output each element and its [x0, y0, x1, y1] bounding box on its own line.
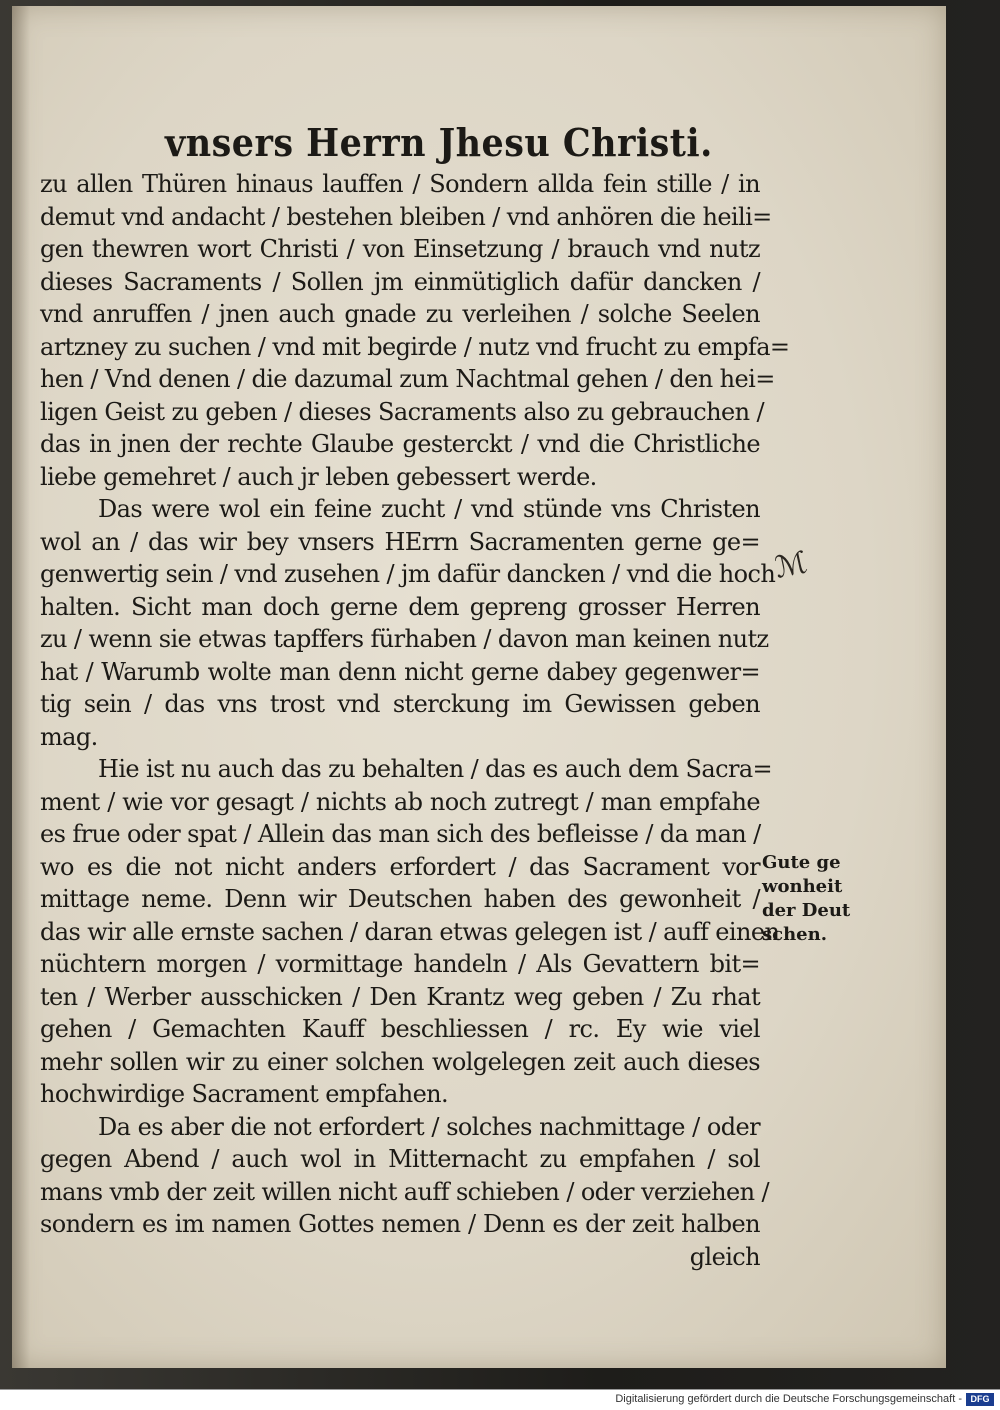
- marginal-note-line: wonheit: [762, 876, 843, 897]
- text-line: mans vmb der zeit willen nicht auff schieben / oder verziehen /: [40, 1177, 769, 1206]
- text-line: artzney zu suchen / vnd mit begirde / nutz vnd frucht zu empfa=: [40, 332, 790, 361]
- text-line: zu / wenn sie etwas tapffers fürhaben / davon man keinen nutz: [40, 625, 769, 653]
- catchword: gleich: [689, 1242, 760, 1271]
- signature-mark: ℳ: [771, 545, 811, 586]
- text-line: dieses Sacraments / Sollen jm einmütiglich dafür dancken /: [40, 267, 760, 296]
- text-line: ligen Geist zu geben / dieses Sacraments also zu gebrauchen /: [40, 397, 764, 426]
- digitization-footer: [0, 1389, 1000, 1410]
- text-line: das wir alle ernste sachen / daran etwas gelegen ist / auff einen: [40, 917, 780, 946]
- text-line: halten. Sicht man doch gerne dem gepreng grosser Herren: [40, 592, 760, 621]
- dfg-logo: DFG: [966, 1393, 994, 1406]
- marginal-note-line: Gute ge: [762, 852, 841, 873]
- text-line: mittage neme. Denn wir Deutschen haben des gewonheit /: [40, 885, 760, 913]
- text-line: gen thewren wort Christi / von Einsetzung / brauch vnd nutz: [40, 235, 760, 263]
- marginal-note: [762, 851, 862, 947]
- body-text: [40, 168, 790, 1273]
- text-line: genwertig sein / vnd zusehen / jm dafür dancken / vnd die hoch: [40, 560, 776, 588]
- paragraph-start-line: Hie ist nu auch das zu behalten / das es auch dem Sacra=: [98, 755, 773, 783]
- text-line: liebe gemehret / auch jr leben gebessert werde.: [40, 462, 597, 491]
- text-line: demut vnd andacht / bestehen bleiben / vnd anhören die heili=: [40, 202, 772, 231]
- paragraph-start-line: Da es aber die not erfordert / solches nachmittage / oder: [98, 1112, 760, 1141]
- text-line: hat / Warumb wolte man denn nicht gerne dabey gegenwer=: [40, 657, 760, 686]
- text-line: gehen / Gemachten Kauff beschliessen / rc. Ey wie viel: [40, 1015, 760, 1043]
- text-line: wol an / das wir bey vnsers HErrn Sacramenten gerne ge=: [40, 527, 760, 556]
- text-line: gegen Abend / auch wol in Mitternacht zu empfahen / sol: [40, 1145, 760, 1173]
- text-line: das in jnen der rechte Glaube gesterckt / vnd die Christliche: [40, 430, 760, 458]
- funding-credit: Digitalisierung gefördert durch die Deutsche Forschungsgemeinschaft -: [615, 1393, 962, 1405]
- text-line: mehr sollen wir zu einer solchen wolgelegen zeit auch dieses: [40, 1047, 760, 1076]
- text-line: sondern es im namen Gottes nemen / Denn es der zeit halben: [40, 1210, 760, 1238]
- text-line: vnd anruffen / jnen auch gnade zu verleihen / solche Seelen: [40, 300, 760, 328]
- text-line: nüchtern morgen / vormittage handeln / Als Gevattern bit=: [40, 950, 760, 978]
- text-line: zu allen Thüren hinaus lauffen / Sondern allda fein stille / in: [40, 170, 760, 198]
- text-line: tig sein / das vns trost vnd sterckung im Gewissen geben: [40, 690, 760, 718]
- text-line: hochwirdige Sacrament empfahen.: [40, 1080, 449, 1108]
- paragraph-start-line: Das were wol ein feine zucht / vnd stünde vns Christen: [98, 495, 760, 523]
- text-line: hen / Vnd denen / die dazumal zum Nachtmal gehen / den hei=: [40, 365, 775, 393]
- text-line: es frue oder spat / Allein das man sich des befleisse / da man /: [40, 820, 761, 848]
- page-gutter-shadow: [12, 6, 30, 1368]
- marginal-note-line: der Deut: [762, 900, 851, 921]
- marginal-note-line: schen.: [762, 924, 827, 945]
- running-head: vnsers Herrn Jhesu Christi.: [165, 120, 713, 165]
- text-line: ment / wie vor gesagt / nichts ab noch zutregt / man empfahe: [40, 787, 760, 816]
- text-line: wo es die not nicht anders erfordert / das Sacrament vor: [40, 852, 760, 881]
- text-line: ten / Werber ausschicken / Den Krantz weg geben / Zu rhat: [40, 982, 760, 1011]
- text-line: mag.: [40, 722, 98, 751]
